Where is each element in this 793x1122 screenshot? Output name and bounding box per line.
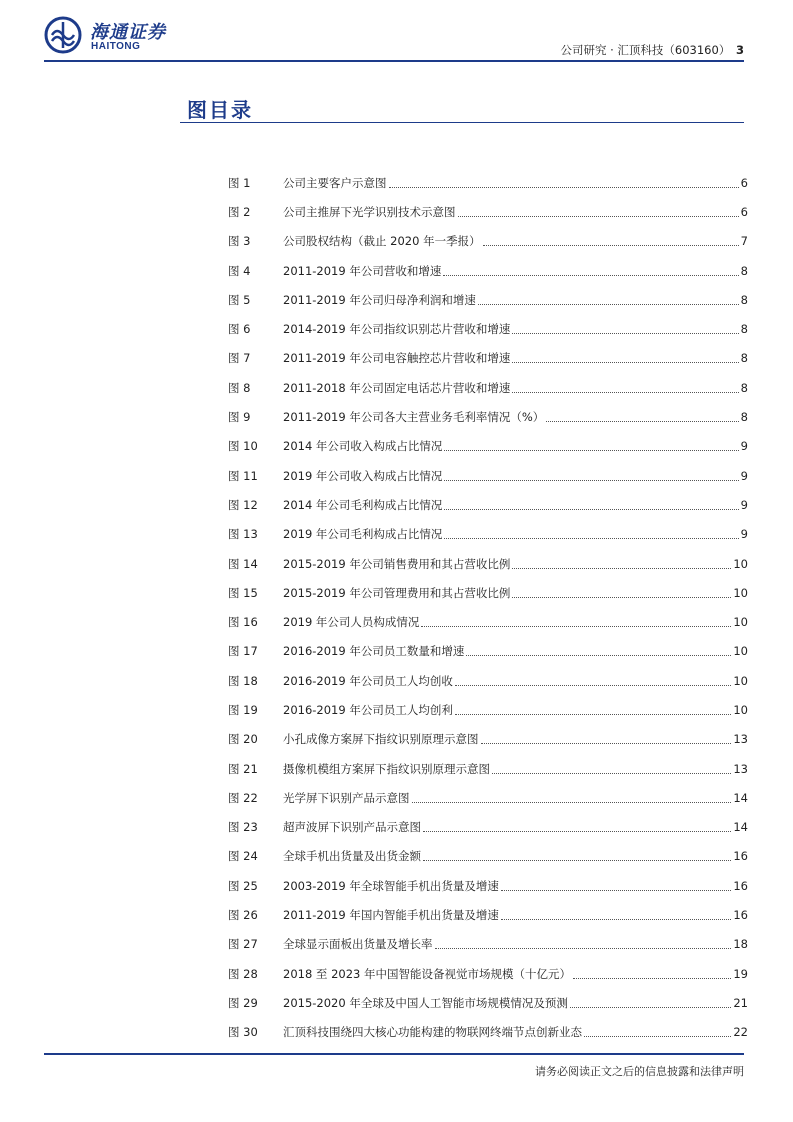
toc-leader-dots — [584, 1035, 731, 1037]
toc-row[interactable] — [228, 285, 748, 314]
toc-row[interactable] — [228, 871, 748, 900]
toc-page-number: 10 — [733, 673, 748, 688]
toc-page-number: 14 — [733, 790, 748, 805]
toc-row[interactable] — [228, 373, 748, 402]
toc-figure-title: 2018 至 2023 年中国智能设备视觉市场规模（十亿元） — [283, 966, 571, 981]
header-divider — [44, 60, 744, 62]
toc-row[interactable] — [228, 197, 748, 226]
report-info: 公司研究 · 汇顶科技（603160） — [560, 43, 731, 57]
title-divider — [180, 122, 744, 123]
haitong-emblem-icon — [44, 16, 82, 54]
toc-leader-dots — [492, 772, 731, 774]
toc-page-number: 9 — [740, 527, 748, 542]
toc-page-number: 22 — [733, 1025, 748, 1040]
figure-table-of-contents — [228, 168, 748, 1047]
toc-leader-dots — [481, 742, 732, 744]
toc-row[interactable] — [228, 520, 748, 549]
toc-page-number: 8 — [740, 380, 748, 395]
toc-leader-dots — [483, 244, 739, 246]
toc-leader-dots — [512, 361, 738, 363]
toc-figure-label: 图 1 — [228, 175, 251, 190]
toc-page-number: 10 — [733, 585, 748, 600]
toc-figure-title: 光学屏下识别产品示意图 — [283, 790, 410, 805]
toc-row[interactable] — [228, 813, 748, 842]
toc-page-number: 10 — [733, 702, 748, 717]
toc-row[interactable] — [228, 607, 748, 636]
toc-row[interactable] — [228, 432, 748, 461]
toc-leader-dots — [512, 391, 738, 393]
toc-row[interactable] — [228, 461, 748, 490]
toc-page-number: 8 — [740, 292, 748, 307]
toc-figure-label: 图 14 — [228, 556, 258, 571]
toc-row[interactable] — [228, 256, 748, 285]
report-header-info — [560, 42, 744, 58]
toc-page-number: 7 — [740, 234, 748, 249]
toc-row[interactable] — [228, 988, 748, 1017]
toc-figure-title: 2019 年公司毛利构成占比情况 — [283, 527, 443, 542]
toc-figure-title: 2003-2019 年全球智能手机出货量及增速 — [283, 878, 499, 893]
toc-leader-dots — [501, 918, 732, 920]
toc-page-number: 8 — [740, 322, 748, 337]
toc-row[interactable] — [228, 930, 748, 959]
toc-row[interactable] — [228, 695, 748, 724]
toc-row[interactable] — [228, 637, 748, 666]
toc-row[interactable] — [228, 344, 748, 373]
toc-page-number: 9 — [740, 497, 748, 512]
toc-page-number: 6 — [740, 175, 748, 190]
toc-row[interactable] — [228, 314, 748, 343]
toc-page-number: 16 — [733, 849, 748, 864]
toc-page-number: 8 — [740, 410, 748, 425]
toc-page-number: 13 — [733, 732, 748, 747]
toc-page-number: 14 — [733, 820, 748, 835]
toc-leader-dots — [423, 830, 731, 832]
toc-figure-label: 图 28 — [228, 966, 258, 981]
toc-figure-label: 图 22 — [228, 790, 258, 805]
toc-figure-label: 图 11 — [228, 468, 258, 483]
toc-figure-title: 2015-2019 年公司销售费用和其占营收比例 — [283, 556, 511, 571]
toc-figure-title: 2011-2019 年公司归母净利润和增速 — [283, 292, 476, 307]
toc-figure-title: 汇顶科技围绕四大核心功能构建的物联网终端节点创新业态 — [283, 1025, 582, 1040]
toc-figure-title: 2016-2019 年公司员工人均创利 — [283, 702, 453, 717]
toc-row[interactable] — [228, 959, 748, 988]
toc-leader-dots — [466, 654, 731, 656]
toc-figure-title: 摄像机模组方案屏下指纹识别原理示意图 — [283, 761, 490, 776]
toc-leader-dots — [570, 1006, 732, 1008]
toc-row[interactable] — [228, 725, 748, 754]
toc-page-number: 16 — [733, 878, 748, 893]
toc-leader-dots — [546, 420, 738, 422]
toc-leader-dots — [512, 567, 731, 569]
toc-figure-label: 图 6 — [228, 322, 251, 337]
toc-leader-dots — [444, 479, 738, 481]
toc-figure-title: 公司主推屏下光学识别技术示意图 — [283, 204, 456, 219]
toc-row[interactable] — [228, 168, 748, 197]
toc-figure-title: 超声波屏下识别产品示意图 — [283, 820, 421, 835]
toc-leader-dots — [458, 215, 739, 217]
toc-figure-label: 图 21 — [228, 761, 258, 776]
toc-page-number: 8 — [740, 351, 748, 366]
toc-figure-label: 图 16 — [228, 615, 258, 630]
toc-figure-label: 图 29 — [228, 995, 258, 1010]
toc-figure-label: 图 4 — [228, 263, 251, 278]
toc-leader-dots — [455, 713, 732, 715]
toc-figure-title: 2015-2019 年公司管理费用和其占营收比例 — [283, 585, 511, 600]
toc-figure-title: 全球手机出货量及出货金额 — [283, 849, 421, 864]
toc-page-number: 10 — [733, 556, 748, 571]
toc-figure-title: 公司主要客户示意图 — [283, 175, 387, 190]
toc-row[interactable] — [228, 783, 748, 812]
toc-figure-label: 图 12 — [228, 497, 258, 512]
toc-leader-dots — [444, 537, 738, 539]
toc-leader-dots — [478, 303, 739, 305]
toc-figure-title: 2014 年公司毛利构成占比情况 — [283, 497, 443, 512]
toc-figure-title: 2011-2019 年公司营收和增速 — [283, 263, 442, 278]
toc-figure-title: 2019 年公司收入构成占比情况 — [283, 468, 443, 483]
toc-figure-title: 2011-2018 年公司固定电话芯片营收和增速 — [283, 380, 511, 395]
toc-figure-title: 公司股权结构（截止 2020 年一季报） — [283, 234, 481, 249]
toc-row[interactable] — [228, 900, 748, 929]
toc-leader-dots — [412, 801, 732, 803]
toc-figure-label: 图 24 — [228, 849, 258, 864]
toc-row[interactable] — [228, 666, 748, 695]
toc-figure-label: 图 20 — [228, 732, 258, 747]
logo-english-name: HAITONG — [91, 41, 141, 52]
toc-row[interactable] — [228, 754, 748, 783]
toc-row[interactable] — [228, 227, 748, 256]
toc-row[interactable] — [228, 549, 748, 578]
toc-figure-title: 2011-2019 年国内智能手机出货量及增速 — [283, 908, 499, 923]
toc-figure-label: 图 5 — [228, 292, 251, 307]
toc-figure-title: 小孔成像方案屏下指纹识别原理示意图 — [283, 732, 479, 747]
toc-row[interactable] — [228, 490, 748, 519]
toc-figure-label: 图 17 — [228, 644, 258, 659]
toc-page-number: 9 — [740, 468, 748, 483]
toc-figure-title: 2015-2020 年全球及中国人工智能市场规模情况及预测 — [283, 995, 568, 1010]
toc-figure-label: 图 7 — [228, 351, 251, 366]
footer-divider — [44, 1053, 744, 1055]
toc-figure-label: 图 23 — [228, 820, 258, 835]
toc-figure-label: 图 2 — [228, 204, 251, 219]
toc-page-number: 13 — [733, 761, 748, 776]
toc-figure-title: 2011-2019 年公司电容触控芯片营收和增速 — [283, 351, 511, 366]
page-number: 3 — [735, 43, 744, 57]
toc-leader-dots — [512, 596, 731, 598]
toc-leader-dots — [435, 947, 732, 949]
toc-figure-title: 2016-2019 年公司员工人均创收 — [283, 673, 453, 688]
toc-page-number: 10 — [733, 615, 748, 630]
toc-page-number: 19 — [733, 966, 748, 981]
toc-figure-label: 图 26 — [228, 908, 258, 923]
toc-leader-dots — [421, 625, 731, 627]
toc-figure-title: 2011-2019 年公司各大主营业务毛利率情况（%） — [283, 410, 545, 425]
toc-leader-dots — [444, 508, 738, 510]
toc-figure-label: 图 27 — [228, 937, 258, 952]
toc-figure-label: 图 8 — [228, 380, 251, 395]
haitong-logo — [44, 16, 194, 56]
toc-page-number: 21 — [733, 995, 748, 1010]
toc-figure-label: 图 25 — [228, 878, 258, 893]
toc-leader-dots — [573, 977, 731, 979]
toc-figure-label: 图 19 — [228, 702, 258, 717]
toc-row[interactable] — [228, 402, 748, 431]
toc-figure-label: 图 18 — [228, 673, 258, 688]
toc-leader-dots — [389, 186, 739, 188]
toc-leader-dots — [501, 889, 732, 891]
toc-row[interactable] — [228, 842, 748, 871]
toc-figure-title: 全球显示面板出货量及增长率 — [283, 937, 433, 952]
toc-figure-title: 2014-2019 年公司指纹识别芯片营收和增速 — [283, 322, 511, 337]
toc-figure-label: 图 30 — [228, 1025, 258, 1040]
toc-page-number: 10 — [733, 644, 748, 659]
toc-figure-label: 图 9 — [228, 410, 251, 425]
toc-page-number: 16 — [733, 908, 748, 923]
toc-figure-label: 图 13 — [228, 527, 258, 542]
toc-page-number: 9 — [740, 439, 748, 454]
logo-chinese-name: 海通证券 — [90, 22, 166, 43]
toc-figure-label: 图 3 — [228, 234, 251, 249]
toc-figure-title: 2019 年公司人员构成情况 — [283, 615, 420, 630]
toc-page-number: 6 — [740, 204, 748, 219]
toc-row[interactable] — [228, 578, 748, 607]
toc-leader-dots — [423, 859, 731, 861]
toc-figure-label: 图 10 — [228, 439, 258, 454]
toc-row[interactable] — [228, 1018, 748, 1047]
toc-figure-label: 图 15 — [228, 585, 258, 600]
page-title: 图目录 — [187, 98, 253, 122]
toc-page-number: 18 — [733, 937, 748, 952]
toc-figure-title: 2014 年公司收入构成占比情况 — [283, 439, 443, 454]
toc-figure-title: 2016-2019 年公司员工数量和增速 — [283, 644, 465, 659]
footer-disclaimer: 请务必阅读正文之后的信息披露和法律声明 — [535, 1065, 744, 1078]
toc-leader-dots — [455, 684, 732, 686]
toc-page-number: 8 — [740, 263, 748, 278]
toc-leader-dots — [444, 449, 738, 451]
toc-leader-dots — [443, 274, 738, 276]
toc-leader-dots — [512, 332, 738, 334]
